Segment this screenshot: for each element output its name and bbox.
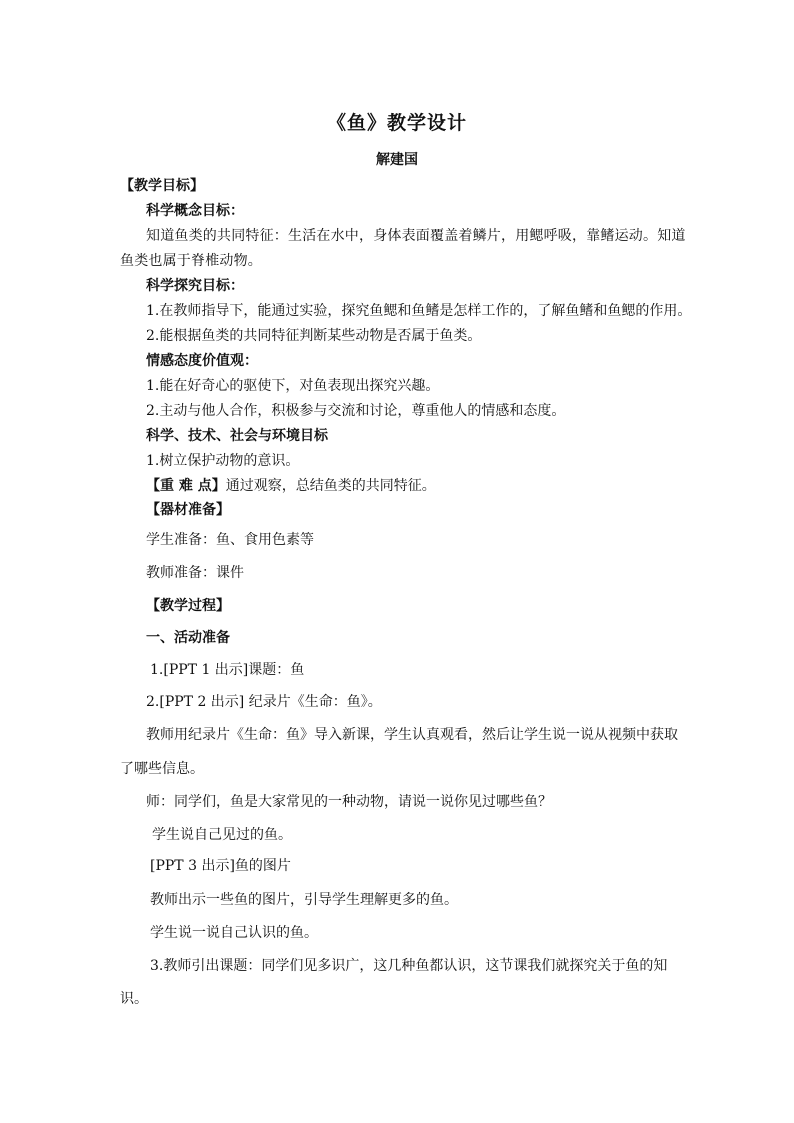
key-points-text: 通过观察，总结鱼类的共同特征。 [225, 478, 436, 494]
paragraph-1-line-2: 了哪些信息。 [120, 761, 204, 777]
concept-goal-text-line-2: 鱼类也属于脊椎动物。 [120, 253, 262, 269]
inquiry-goal-item-1: 1.在教师指导下，能通过实验，探究鱼鳃和鱼鳍是怎样工作的，了解鱼鳍和鱼鳃的作用。 [146, 303, 692, 319]
sts-goal-heading: 科学、技术、社会与环境目标 [146, 428, 328, 444]
key-points-line [146, 477, 436, 495]
step-1: 1.[PPT 1 出示]课题：鱼 [150, 662, 305, 678]
paragraph-4: [PPT 3 出示]鱼的图片 [150, 858, 291, 874]
key-points-label: 【重 难 点】 [146, 478, 226, 494]
teacher-preparation: 教师准备：课件 [146, 565, 244, 581]
attitude-goal-heading: 情感态度价值观： [146, 353, 258, 369]
sts-goal-item-1: 1.树立保护动物的意识。 [146, 453, 300, 469]
attitude-goal-item-2: 2.主动与他人合作，积极参与交流和讨论，尊重他人的情感和态度。 [146, 403, 566, 419]
paragraph-1-line-1: 教师用纪录片《生命：鱼》导入新课，学生认真观看，然后让学生说一说从视频中获取 [146, 727, 678, 743]
section-objectives-heading: 【教学目标】 [120, 178, 204, 194]
paragraph-7-line-2: 识。 [120, 991, 148, 1007]
paragraph-3: 学生说自己见过的鱼。 [152, 827, 292, 843]
paragraph-2: 师：同学们，鱼是大家常见的一种动物，请说一说你见过哪些鱼？ [146, 794, 552, 810]
concept-goal-text-line-1: 知道鱼类的共同特征：生活在水中，身体表面覆盖着鳞片，用鳃呼吸，靠鳍运动。知道 [146, 228, 686, 244]
process-heading: 【教学过程】 [146, 598, 230, 614]
materials-heading: 【器材准备】 [146, 502, 230, 518]
paragraph-6: 学生说一说自己认识的鱼。 [150, 925, 318, 941]
attitude-goal-item-1: 1.能在好奇心的驱使下，对鱼表现出探究兴趣。 [146, 378, 440, 394]
paragraph-5: 教师出示一些鱼的图片，引导学生理解更多的鱼。 [150, 892, 458, 908]
inquiry-goal-heading: 科学探究目标： [146, 278, 244, 294]
activity-heading: 一、活动准备 [146, 630, 230, 646]
paragraph-7-line-1: 3.教师引出课题：同学们见多识广，这几种鱼都认识，这节课我们就探究关于鱼的知 [150, 958, 668, 974]
step-2: 2.[PPT 2 出示] 纪录片《生命：鱼》。 [146, 694, 382, 710]
inquiry-goal-item-2: 2.能根据鱼类的共同特征判断某些动物是否属于鱼类。 [146, 328, 482, 344]
student-preparation: 学生准备：鱼、食用色素等 [146, 532, 314, 548]
author-name: 解建国 [376, 152, 418, 168]
document-title: 《鱼》教学设计 [326, 112, 467, 134]
concept-goal-heading: 科学概念目标： [146, 203, 244, 219]
